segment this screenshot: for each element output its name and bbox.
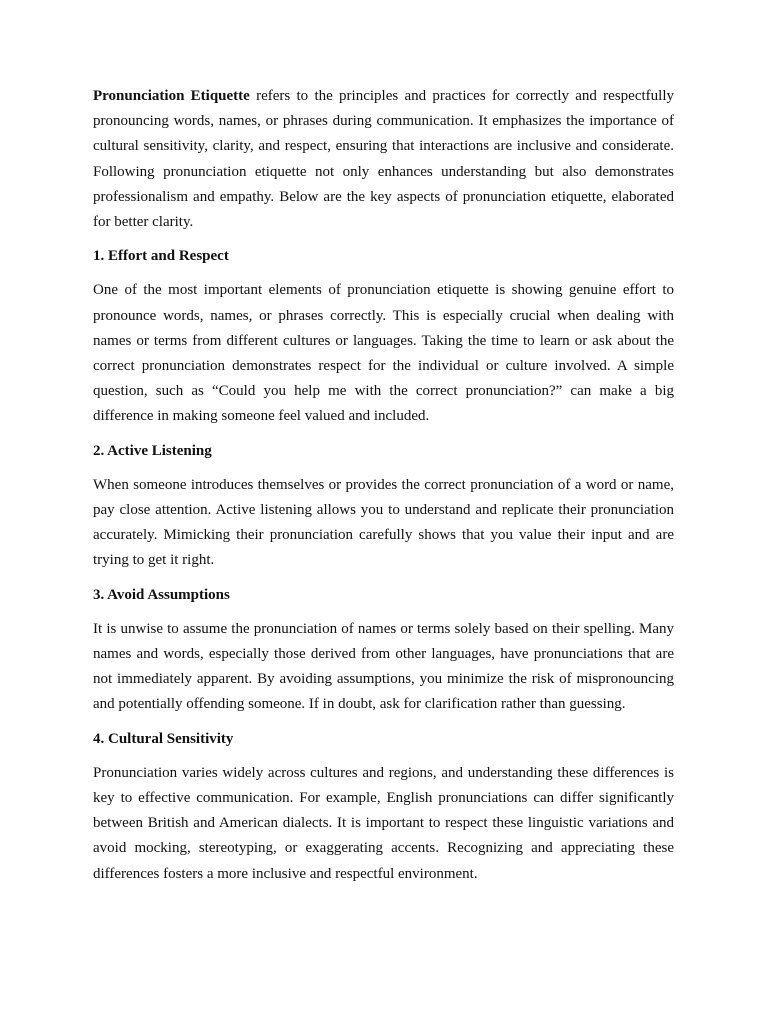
intro-term: Pronunciation Etiquette <box>93 88 250 104</box>
section-body-active-listening: When someone introduces themselves or provides the correct pronunciation of a word or name, pay close attention. Active listening allows you to understand and replicate their pronunciation accurately. Mimicking their pronunciation carefully shows that you value their input and are trying to get it right. <box>93 476 674 569</box>
section-body-avoid-assumptions: It is unwise to assume the pronunciation of names or terms solely based on their spelling. Many names and words, especially those derived from other languages, have pronunciations that are not immediately apparent. By avoiding assumptions, you minimize the risk of mispronouncing and potentially offending someone. If in doubt, ask for clarification rather than guessing. <box>93 620 674 713</box>
intro-paragraph <box>93 84 674 235</box>
section-body-effort-respect: One of the most important elements of pronunciation etiquette is showing genuine effort to pronounce words, names, or phrases correctly. This is especially crucial when dealing with names or terms from different cultures or languages. Taking the time to learn or ask about the correct pronunciation demonstrates respect for the individual or culture involved. A simple question, such as “Could you help me with the correct pronunciation?” can make a big difference in making someone feel valued and included. <box>93 282 674 425</box>
section-body-cultural-sensitivity: Pronunciation varies widely across cultures and regions, and understanding these differences is key to effective communication. For example, English pronunciations can differ significantly between British and American dialects. It is important to respect these linguistic variations and avoid mocking, stereotyping, or exaggerating accents. Recognizing and appreciating these differences fosters a more inclusive and respectful environment. <box>93 764 674 882</box>
section-heading-avoid-assumptions: 3. Avoid Assumptions <box>93 586 230 603</box>
document-page <box>93 84 674 896</box>
intro-text: refers to the principles and practices for correctly and respectfully pronouncing words, names, or phrases during communication. It emphasizes the importance of cultural sensitivity, clarity, and respect, ensuring that interactions are inclusive and considerate. Following pronunciation etiquette not only enhances understanding but also demonstrates professionalism and empathy. Below are the key aspects of pronunciation etiquette, elaborated for better clarity. <box>93 88 674 231</box>
section-heading-active-listening: 2. Active Listening <box>93 442 212 459</box>
section-heading-effort-respect: 1. Effort and Respect <box>93 248 229 265</box>
section-heading-cultural-sensitivity: 4. Cultural Sensitivity <box>93 730 234 747</box>
